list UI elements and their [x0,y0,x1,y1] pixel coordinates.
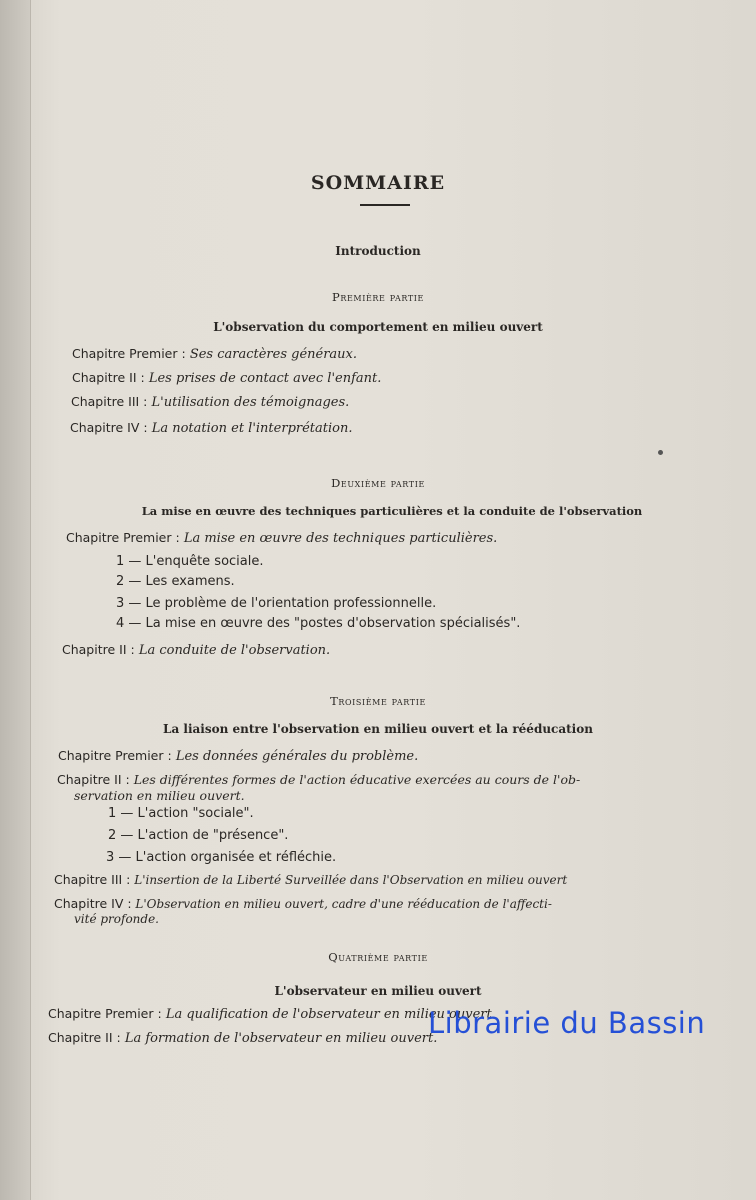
chapter-label: Chapitre II : [62,642,135,657]
chapter-label: Chapitre II : [57,772,130,787]
toc-chapter [58,748,418,764]
chapter-title: La qualification de l'observateur en milieu ouvert [165,1007,492,1022]
chapter-title: Les différentes formes de l'action éducative exercées au cours de l'ob- [133,772,581,787]
chapter-label: Chapitre Premier : [48,1006,162,1021]
chapter-title-cont: vité profonde. [74,912,159,926]
part-4-heading: L'observateur en milieu ouvert [274,984,482,998]
chapter-title-cont: servation en milieu ouvert. [74,788,245,803]
part-2-label: Deuxième partie [331,476,425,490]
toc-chapter-continuation [74,788,245,803]
chapter-title: La notation et l'interprétation. [151,421,353,436]
ink-spot [658,450,663,455]
chapter-label: Chapitre Premier : [58,748,172,763]
toc-chapter [72,346,357,362]
toc-chapter [66,530,497,546]
toc-chapter [62,642,330,658]
page-title: SOMMAIRE [310,172,446,194]
toc-subitem: 3 — L'action organisée et réfléchie. [106,850,337,865]
introduction-heading: Introduction [335,244,421,258]
seller-watermark: Librairie du Bassin [428,1006,706,1040]
part-3-heading: La liaison entre l'observation en milieu ouvert et la rééducation [163,722,593,736]
chapter-title: Ses caractères généraux. [189,347,358,362]
chapter-title: La formation de l'observateur en milieu ouvert. [124,1031,438,1046]
part-2-heading: La mise en œuvre des techniques particulières et la conduite de l'observation [141,504,643,518]
chapter-title: La conduite de l'observation. [138,643,331,658]
chapter-title: L'Observation en milieu ouvert, cadre d'une rééducation de l'affecti- [135,897,552,911]
toc-chapter [54,872,567,887]
toc-chapter [48,1006,492,1022]
chapter-label: Chapitre IV : [70,420,148,435]
toc-chapter-continuation [74,912,159,926]
toc-subitem: 2 — Les examens. [116,574,235,589]
chapter-label: Chapitre III : [54,872,131,887]
title-underline [360,204,410,206]
part-3-label: Troisième partie [330,694,426,708]
toc-subitem: 4 — La mise en œuvre des "postes d'observation spécialisés". [116,616,521,631]
chapter-title: Les prises de contact avec l'enfant. [148,371,382,386]
toc-subitem: 1 — L'action "sociale". [108,806,254,821]
toc-chapter [54,896,552,911]
toc-subitem: 1 — L'enquête sociale. [116,554,264,569]
toc-chapter [72,370,381,386]
chapter-label: Chapitre II : [72,370,145,385]
toc-subitem: 2 — L'action de "présence". [108,828,289,843]
toc-chapter [48,1030,437,1046]
toc-chapter [70,420,352,436]
chapter-label: Chapitre IV : [54,896,132,911]
chapter-label: Chapitre Premier : [66,530,180,545]
chapter-label: Chapitre II : [48,1030,121,1045]
part-1-label: Première partie [332,290,424,304]
part-1-heading: L'observation du comportement en milieu ouvert [213,320,543,334]
chapter-title: L'insertion de la Liberté Surveillée dans l'Observation en milieu ouvert [134,873,568,887]
chapter-label: Chapitre Premier : [72,346,186,361]
chapter-label: Chapitre III : [71,394,148,409]
chapter-title: L'utilisation des témoignages. [151,395,350,410]
toc-chapter [57,772,580,787]
chapter-title: La mise en œuvre des techniques particulières. [183,531,498,546]
part-4-label: Quatrième partie [328,950,428,964]
toc-chapter [71,394,349,410]
toc-subitem: 3 — Le problème de l'orientation professionnelle. [116,596,437,611]
chapter-title: Les données générales du problème. [175,749,419,764]
